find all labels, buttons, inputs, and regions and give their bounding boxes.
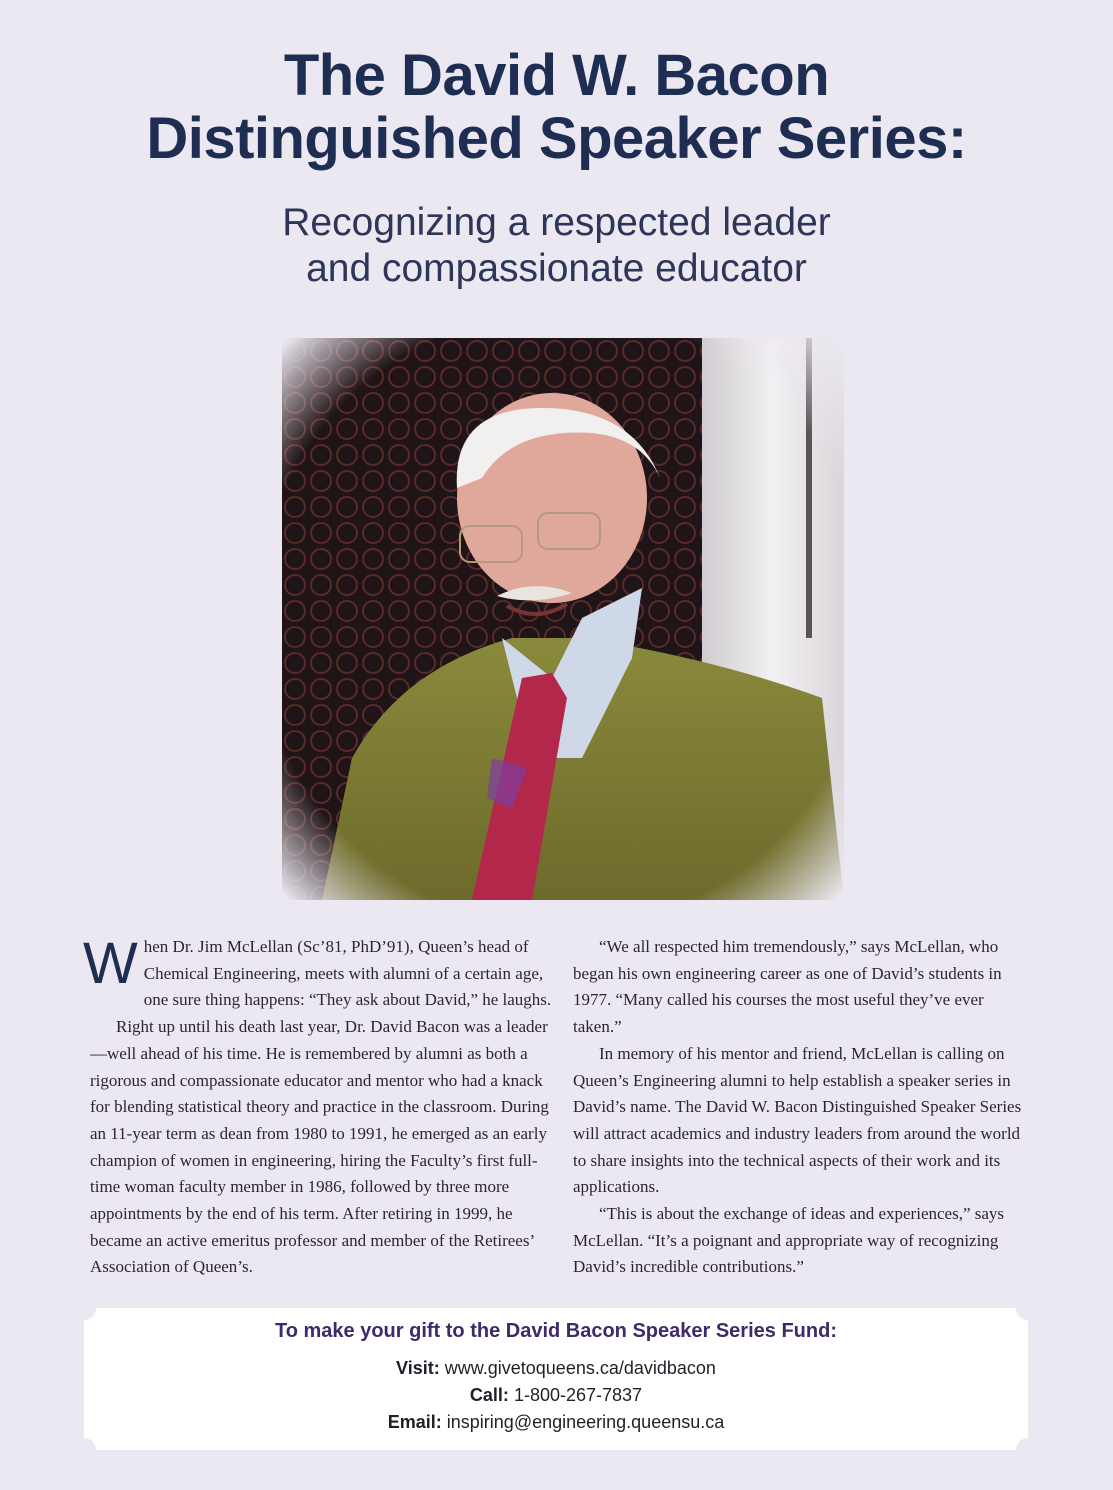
corner-notch bbox=[1016, 1438, 1040, 1462]
phone-number[interactable]: 1-800-267-7837 bbox=[513, 1385, 643, 1405]
visit-label: Visit: bbox=[396, 1358, 440, 1378]
gift-box bbox=[84, 1308, 1028, 1450]
portrait-photo bbox=[282, 338, 844, 900]
article-paragraph bbox=[83, 931, 552, 1014]
title-line-1: The David W. Bacon bbox=[283, 43, 830, 108]
corner-notch bbox=[1016, 1296, 1040, 1320]
article-paragraph: “We all respected him tremendously,” says McLellan, who began his own engineering career as one of David’s students in 1977. “Many called his courses the most useful they’ve ever taken.” bbox=[573, 937, 1002, 1037]
gift-visit-line bbox=[84, 1358, 1028, 1379]
article-paragraph: In memory of his mentor and friend, McLellan is calling on Queen’s Engineering alumni to help establish a speaker series in David’s name. The David W. Bacon Distinguished Speaker Series will attract academics and industry leaders from around the world to share insights into the technical aspects of their work and its applications. bbox=[573, 1043, 1022, 1197]
drop-cap: W bbox=[83, 931, 138, 996]
corner-notch bbox=[72, 1296, 96, 1320]
title-line-2: Distinguished Speaker Series: bbox=[146, 106, 967, 171]
call-label: Call: bbox=[469, 1385, 509, 1405]
subtitle-line-1: Recognizing a respected leader bbox=[282, 201, 831, 244]
gift-call-line bbox=[84, 1385, 1028, 1406]
page-title bbox=[0, 44, 1113, 170]
article-text: hen Dr. Jim McLellan (Sc’81, PhD’91), Queen’s head of Chemical Engineering, meets with alumni of a certain age, one sure thing happens: “They ask about David,” he laughs. bbox=[143, 937, 552, 1010]
article-paragraph: “This is about the exchange of ideas and experiences,” says McLellan. “It’s a poignant and appropriate way of recognizing David’s incredible contributions.” bbox=[573, 1204, 1005, 1277]
article-paragraph: Right up until his death last year, Dr. David Bacon was a leader—well ahead of his time. He is remembered by alumni as both a rigorous and compassionate educator and mentor who had a knack for blending statistical theory and practice in the classroom. During an 11-year term as dean from 1980 to 1991, he emerged as an early champion of women in engineering, hiring the Faculty’s first full-time woman faculty member in 1986, followed by three more appointments by the end of his term. After retiring in 1999, he became an active emeritus professor and member of the Retirees’ Association of Queen’s. bbox=[90, 1017, 549, 1277]
corner-notch bbox=[72, 1438, 96, 1462]
article-column-right bbox=[573, 934, 1025, 1281]
article-column-left bbox=[83, 931, 552, 1281]
visit-link[interactable]: www.givetoqueens.ca/davidbacon bbox=[444, 1358, 716, 1378]
subtitle-line-2: and compassionate educator bbox=[306, 247, 807, 290]
page-subtitle bbox=[0, 200, 1113, 292]
email-link[interactable]: inspiring@engineering.queensu.ca bbox=[446, 1412, 725, 1432]
email-label: Email: bbox=[387, 1412, 442, 1432]
gift-heading: To make your gift to the David Bacon Speaker Series Fund: bbox=[275, 1320, 837, 1342]
gift-email-line bbox=[84, 1412, 1028, 1433]
